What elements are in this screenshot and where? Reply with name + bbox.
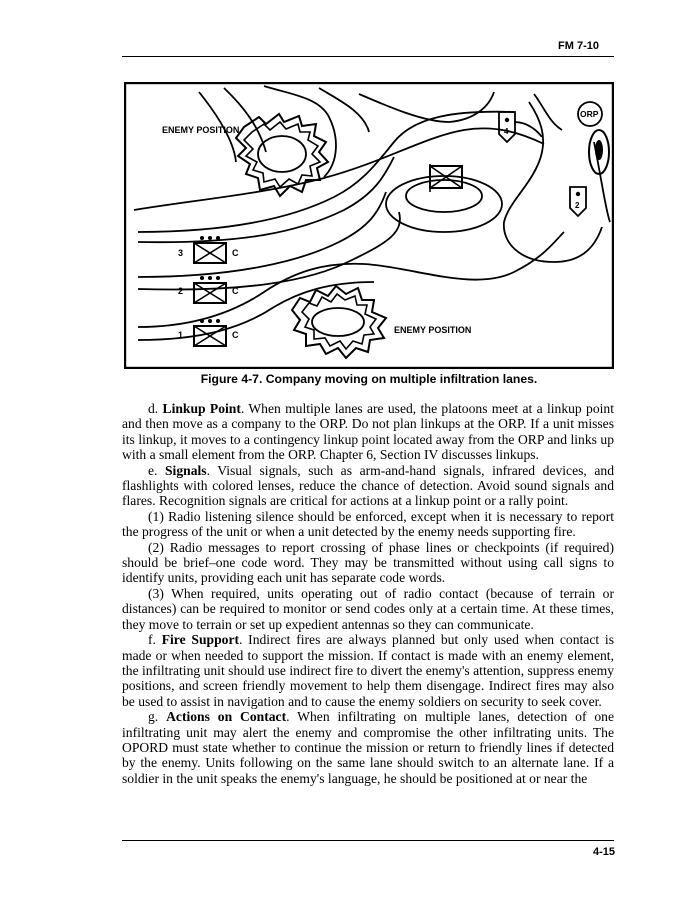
- unit-c-label-3: C: [232, 248, 239, 258]
- unit-c-label-1: C: [232, 330, 239, 340]
- platoon-1-label: 1: [178, 330, 184, 340]
- unit-c-label-2: C: [232, 286, 239, 296]
- paragraph-e3: (3) When required, units operating out of radio contact (because of terrain or distances) can be required to monitor or send codes only at a certain time. At these times, they move to terrain or set up expedient antennas so they can communicate.: [122, 585, 614, 632]
- page-number: 4-15: [592, 846, 615, 858]
- footer-rule: [122, 840, 614, 841]
- figure-infiltration-lanes: [124, 82, 614, 369]
- paragraph-text: . Indirect fires are always planned but only used when contact is made or when needed to support the mission. If contact is made with an enemy element, the infiltrating unit should use indirect fire to divert the enemy's attention, suppress enemy positions, and screen friendly movement to help them disengage. Indirect fires may also be used to assist in navigation and to cause the enemy soldiers on security to seek cover.: [122, 632, 614, 709]
- enemy-position-bottom: [292, 286, 386, 358]
- paragraph-letter: e.: [148, 462, 158, 478]
- platoon-3-label: 3: [178, 248, 184, 258]
- paragraph-e2: (2) Radio messages to report crossing of phase lines or checkpoints (if required) should be brief–one code word. They may be transmitted without using call signs to identify units, providing each unit has separate code words.: [122, 539, 614, 586]
- lane-route-1-inner: [138, 282, 374, 340]
- paragraph-title: Signals: [165, 462, 207, 478]
- paragraph-f: [122, 632, 614, 709]
- hill-contour-outer: [386, 176, 502, 232]
- paragraph-letter: f.: [148, 632, 156, 648]
- paragraph-letter: g.: [148, 709, 159, 725]
- lane-route-3-inner: [138, 157, 394, 242]
- orp-label: ORP: [580, 109, 599, 119]
- paragraph-g: [122, 709, 614, 786]
- paragraph-text: . When infiltrating on multiple lanes, detection of one infiltrating unit may alert the enemy and compromise the other infiltrating units. The OPORD must state whether to continue the mission or return to friendly lines if detected by the enemy. Units following on the same lane should switch to an alternate lane. If a soldier in the unit speaks the enemy's language, he should be positioned at or near the: [122, 709, 614, 786]
- paragraph-title: Fire Support: [161, 632, 239, 648]
- enemy-position-label-bottom: ENEMY POSITION: [394, 325, 472, 335]
- paragraph-d: [122, 401, 614, 463]
- checkpoint-4-label: 4: [504, 127, 509, 136]
- paragraph-e1: (1) Radio listening silence should be enforced, except when it is necessary to report the progress of the unit or when a unit detected by the enemy needs supporting fire.: [122, 508, 614, 540]
- checkpoint-2-label: 2: [575, 201, 580, 210]
- hill-contour-inner: [406, 180, 482, 212]
- contour-line: [359, 92, 494, 122]
- enemy-position-top: [236, 114, 328, 196]
- header-rule: [122, 56, 614, 57]
- paragraph-letter: d.: [148, 401, 159, 416]
- paragraph-title: Linkup Point: [162, 401, 241, 416]
- paragraph-text: . Visual signals, such as arm-and-hand signals, infrared devices, and flashlights with colored lenses, reduce the chance of detection. Avoid sound signals and flares. Recognition signals are critical for actions at a linkup point or a rally point.: [122, 462, 614, 509]
- figure-caption: Figure 4-7. Company moving on multiple infiltration lanes.: [200, 372, 538, 386]
- manual-number: FM 7-10: [558, 40, 599, 52]
- paragraph-text: . When multiple lanes are used, the platoons meet at a linkup point and then move as a company to the ORP. Do not plan linkups at the ORP. If a unit misses its linkup, it moves to a contingency linkup point located away from the ORP and links up with a small element from the ORP. Chapter 6, Section IV discusses linkups.: [122, 401, 614, 463]
- contour-line: [534, 94, 562, 130]
- body-text: [122, 401, 614, 786]
- paragraph-title: Actions on Contact: [166, 709, 287, 725]
- contour-line: [514, 122, 542, 137]
- platoon-2-label: 2: [178, 286, 184, 296]
- enemy-position-label-top: ENEMY POSITION: [162, 125, 240, 135]
- paragraph-e: [122, 463, 614, 509]
